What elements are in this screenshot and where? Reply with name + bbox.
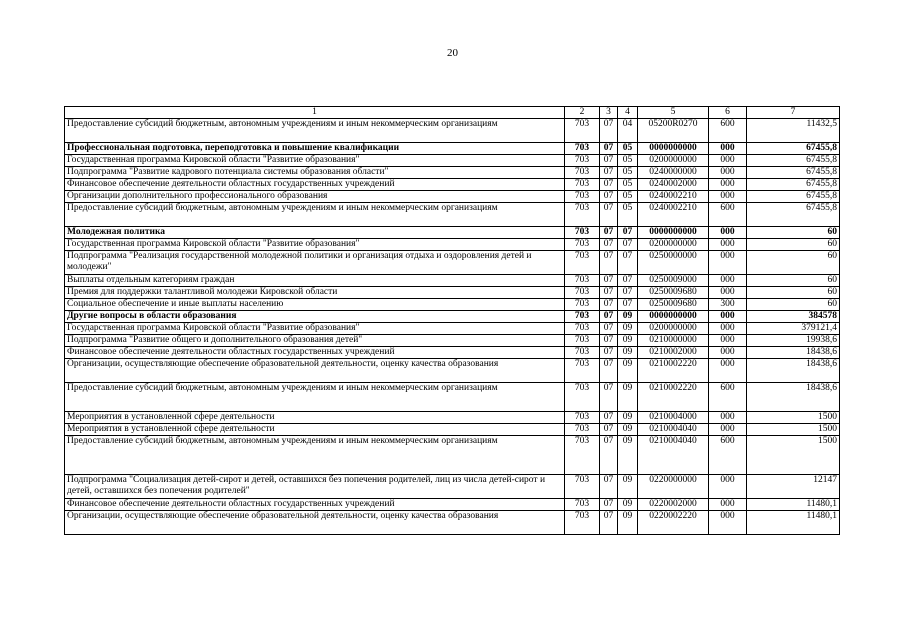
item-name: Подпрограмма "Реализация государственной молодежной политики и организация отдыха и оздоровления детей и молодежи" [65,251,565,275]
amount-value: 11432,5 [747,119,840,143]
expense-type-code: 000 [709,424,747,436]
section-code: 07 [600,412,618,424]
department-code: 703 [565,359,600,383]
section-code: 07 [600,311,618,323]
column-number: 2 [565,107,600,119]
expense-type-code: 600 [709,383,747,412]
subsection-code: 05 [618,179,638,191]
section-code: 07 [600,251,618,275]
section-code: 07 [600,179,618,191]
section-code: 07 [600,323,618,335]
section-code: 07 [600,475,618,499]
subsection-code: 07 [618,299,638,311]
table-section-row [65,311,840,323]
subsection-code: 07 [618,251,638,275]
section-code: 07 [600,167,618,179]
table-row [65,275,840,287]
table-row [65,359,840,383]
subsection-code: 09 [618,511,638,535]
column-number: 3 [600,107,618,119]
department-code: 703 [565,347,600,359]
subsection-code: 09 [618,424,638,436]
expense-type-code: 000 [709,311,747,323]
department-code: 703 [565,191,600,203]
department-code: 703 [565,143,600,155]
target-article-code: 0210000000 [638,335,709,347]
item-name: Финансовое обеспечение деятельности областных государственных учреждений [65,499,565,511]
item-name: Мероприятия в установленной сфере деятельности [65,424,565,436]
target-article-code: 0250009680 [638,287,709,299]
target-article-code: 0000000000 [638,143,709,155]
amount-value: 18438,6 [747,359,840,383]
amount-value: 19938,6 [747,335,840,347]
department-code: 703 [565,167,600,179]
target-article-code: 0200000000 [638,155,709,167]
page-number: 20 [447,47,458,59]
subsection-code: 05 [618,155,638,167]
item-name: Финансовое обеспечение деятельности областных государственных учреждений [65,347,565,359]
expense-type-code: 000 [709,335,747,347]
department-code: 703 [565,203,600,227]
column-number-row [65,107,840,119]
table-row [65,412,840,424]
expense-type-code: 000 [709,511,747,535]
section-code: 07 [600,191,618,203]
department-code: 703 [565,323,600,335]
amount-value: 67455,8 [747,203,840,227]
expense-type-code: 000 [709,499,747,511]
target-article-code: 0250009680 [638,299,709,311]
item-name: Государственная программа Кировской области "Развитие образования" [65,155,565,167]
table-row [65,475,840,499]
target-article-code: 0200000000 [638,239,709,251]
expense-type-code: 000 [709,227,747,239]
amount-value: 60 [747,287,840,299]
expense-type-code: 000 [709,191,747,203]
table-row [65,436,840,475]
department-code: 703 [565,412,600,424]
expense-type-code: 000 [709,179,747,191]
amount-value: 11480,1 [747,499,840,511]
target-article-code: 0250009000 [638,275,709,287]
table-row [65,287,840,299]
subsection-code: 09 [618,499,638,511]
department-code: 703 [565,383,600,412]
item-name: Государственная программа Кировской области "Развитие образования" [65,239,565,251]
expense-type-code: 000 [709,347,747,359]
table-row [65,155,840,167]
column-number: 1 [65,107,565,119]
table-row [65,119,840,143]
table-row [65,499,840,511]
amount-value: 11480,1 [747,511,840,535]
item-name: Другие вопросы в области образования [65,311,565,323]
item-name: Подпрограмма "Социализация детей-сирот и детей, оставшихся без попечения родителей, лиц из числа детей-сирот и детей, оставшихся без попечения родителей" [65,475,565,499]
department-code: 703 [565,299,600,311]
table-row [65,347,840,359]
department-code: 703 [565,287,600,299]
department-code: 703 [565,155,600,167]
target-article-code: 0220002220 [638,511,709,535]
target-article-code: 0210002220 [638,383,709,412]
item-name: Социальное обеспечение и иные выплаты населению [65,299,565,311]
department-code: 703 [565,424,600,436]
table-row [65,323,840,335]
table-row [65,203,840,227]
subsection-code: 07 [618,227,638,239]
amount-value: 18438,6 [747,347,840,359]
target-article-code: 0000000000 [638,311,709,323]
department-code: 703 [565,335,600,347]
amount-value: 67455,8 [747,143,840,155]
column-number: 5 [638,107,709,119]
item-name: Предоставление субсидий бюджетным, автономным учреждениям и иным некоммерческим организациям [65,119,565,143]
item-name: Профессиональная подготовка, переподготовка и повышение квалификации [65,143,565,155]
section-code: 07 [600,143,618,155]
amount-value: 1500 [747,412,840,424]
section-code: 07 [600,227,618,239]
amount-value: 12147 [747,475,840,499]
column-number: 6 [709,107,747,119]
subsection-code: 07 [618,275,638,287]
table-row [65,383,840,412]
expense-type-code: 000 [709,275,747,287]
amount-value: 1500 [747,424,840,436]
table-row [65,299,840,311]
expense-type-code: 000 [709,167,747,179]
column-number: 4 [618,107,638,119]
subsection-code: 09 [618,347,638,359]
item-name: Премия для поддержки талантливой молодежи Кировской области [65,287,565,299]
department-code: 703 [565,499,600,511]
subsection-code: 09 [618,323,638,335]
subsection-code: 09 [618,436,638,475]
section-code: 07 [600,119,618,143]
expense-type-code: 600 [709,436,747,475]
amount-value: 1500 [747,436,840,475]
expense-type-code: 000 [709,323,747,335]
subsection-code: 09 [618,475,638,499]
item-name: Предоставление субсидий бюджетным, автономным учреждениям и иным некоммерческим организациям [65,436,565,475]
amount-value: 60 [747,275,840,287]
amount-value: 60 [747,299,840,311]
section-code: 07 [600,511,618,535]
section-code: 07 [600,239,618,251]
section-code: 07 [600,155,618,167]
subsection-code: 09 [618,311,638,323]
table-row [65,179,840,191]
amount-value: 67455,8 [747,191,840,203]
amount-value: 67455,8 [747,179,840,191]
subsection-code: 07 [618,287,638,299]
amount-value: 67455,8 [747,167,840,179]
column-number: 7 [747,107,840,119]
section-code: 07 [600,359,618,383]
department-code: 703 [565,227,600,239]
department-code: 703 [565,436,600,475]
section-code: 07 [600,335,618,347]
department-code: 703 [565,311,600,323]
table-section-row [65,143,840,155]
item-name: Финансовое обеспечение деятельности областных государственных учреждений [65,179,565,191]
amount-value: 18438,6 [747,383,840,412]
amount-value: 60 [747,227,840,239]
section-code: 07 [600,299,618,311]
target-article-code: 0240002210 [638,203,709,227]
subsection-code: 09 [618,359,638,383]
department-code: 703 [565,119,600,143]
subsection-code: 05 [618,203,638,227]
subsection-code: 05 [618,191,638,203]
section-code: 07 [600,436,618,475]
target-article-code: 0250000000 [638,251,709,275]
expense-type-code: 000 [709,412,747,424]
table-row [65,239,840,251]
expense-type-code: 000 [709,475,747,499]
subsection-code: 09 [618,335,638,347]
subsection-code: 05 [618,143,638,155]
item-name: Молодежная политика [65,227,565,239]
section-code: 07 [600,499,618,511]
target-article-code: 0000000000 [638,227,709,239]
target-article-code: 0210004040 [638,424,709,436]
expense-type-code: 000 [709,239,747,251]
target-article-code: 0200000000 [638,323,709,335]
expense-type-code: 600 [709,119,747,143]
amount-value: 67455,8 [747,155,840,167]
target-article-code: 05200R0270 [638,119,709,143]
amount-value: 60 [747,251,840,275]
expense-type-code: 000 [709,143,747,155]
expense-type-code: 300 [709,299,747,311]
item-name: Государственная программа Кировской области "Развитие образования" [65,323,565,335]
target-article-code: 0220002000 [638,499,709,511]
section-code: 07 [600,347,618,359]
department-code: 703 [565,511,600,535]
item-name: Организации дополнительного профессионального образования [65,191,565,203]
department-code: 703 [565,475,600,499]
expense-type-code: 000 [709,251,747,275]
target-article-code: 0210004040 [638,436,709,475]
table-row [65,511,840,535]
target-article-code: 0220000000 [638,475,709,499]
item-name: Предоставление субсидий бюджетным, автономным учреждениям и иным некоммерческим организациям [65,203,565,227]
subsection-code: 09 [618,412,638,424]
subsection-code: 04 [618,119,638,143]
item-name: Мероприятия в установленной сфере деятельности [65,412,565,424]
table-row [65,424,840,436]
budget-table [64,106,840,535]
item-name: Организации, осуществляющие обеспечение образовательной деятельности, оценку качества образования [65,359,565,383]
item-name: Подпрограмма "Развитие общего и дополнительного образования детей" [65,335,565,347]
target-article-code: 0240002210 [638,191,709,203]
table-row [65,191,840,203]
amount-value: 379121,4 [747,323,840,335]
department-code: 703 [565,251,600,275]
expense-type-code: 000 [709,287,747,299]
subsection-code: 07 [618,239,638,251]
department-code: 703 [565,179,600,191]
section-code: 07 [600,424,618,436]
subsection-code: 05 [618,167,638,179]
subsection-code: 09 [618,383,638,412]
target-article-code: 0240000000 [638,167,709,179]
item-name: Организации, осуществляющие обеспечение образовательной деятельности, оценку качества образования [65,511,565,535]
target-article-code: 0210002220 [638,359,709,383]
target-article-code: 0210002000 [638,347,709,359]
expense-type-code: 000 [709,359,747,383]
item-name: Предоставление субсидий бюджетным, автономным учреждениям и иным некоммерческим организациям [65,383,565,412]
section-code: 07 [600,275,618,287]
table-section-row [65,227,840,239]
department-code: 703 [565,275,600,287]
table-row [65,251,840,275]
target-article-code: 0210004000 [638,412,709,424]
section-code: 07 [600,203,618,227]
amount-value: 384578 [747,311,840,323]
table-row [65,167,840,179]
item-name: Подпрограмма "Развитие кадрового потенциала системы образования области" [65,167,565,179]
section-code: 07 [600,383,618,412]
table-row [65,335,840,347]
section-code: 07 [600,287,618,299]
item-name: Выплаты отдельным категориям граждан [65,275,565,287]
target-article-code: 0240002000 [638,179,709,191]
department-code: 703 [565,239,600,251]
amount-value: 60 [747,239,840,251]
expense-type-code: 600 [709,203,747,227]
expense-type-code: 000 [709,155,747,167]
